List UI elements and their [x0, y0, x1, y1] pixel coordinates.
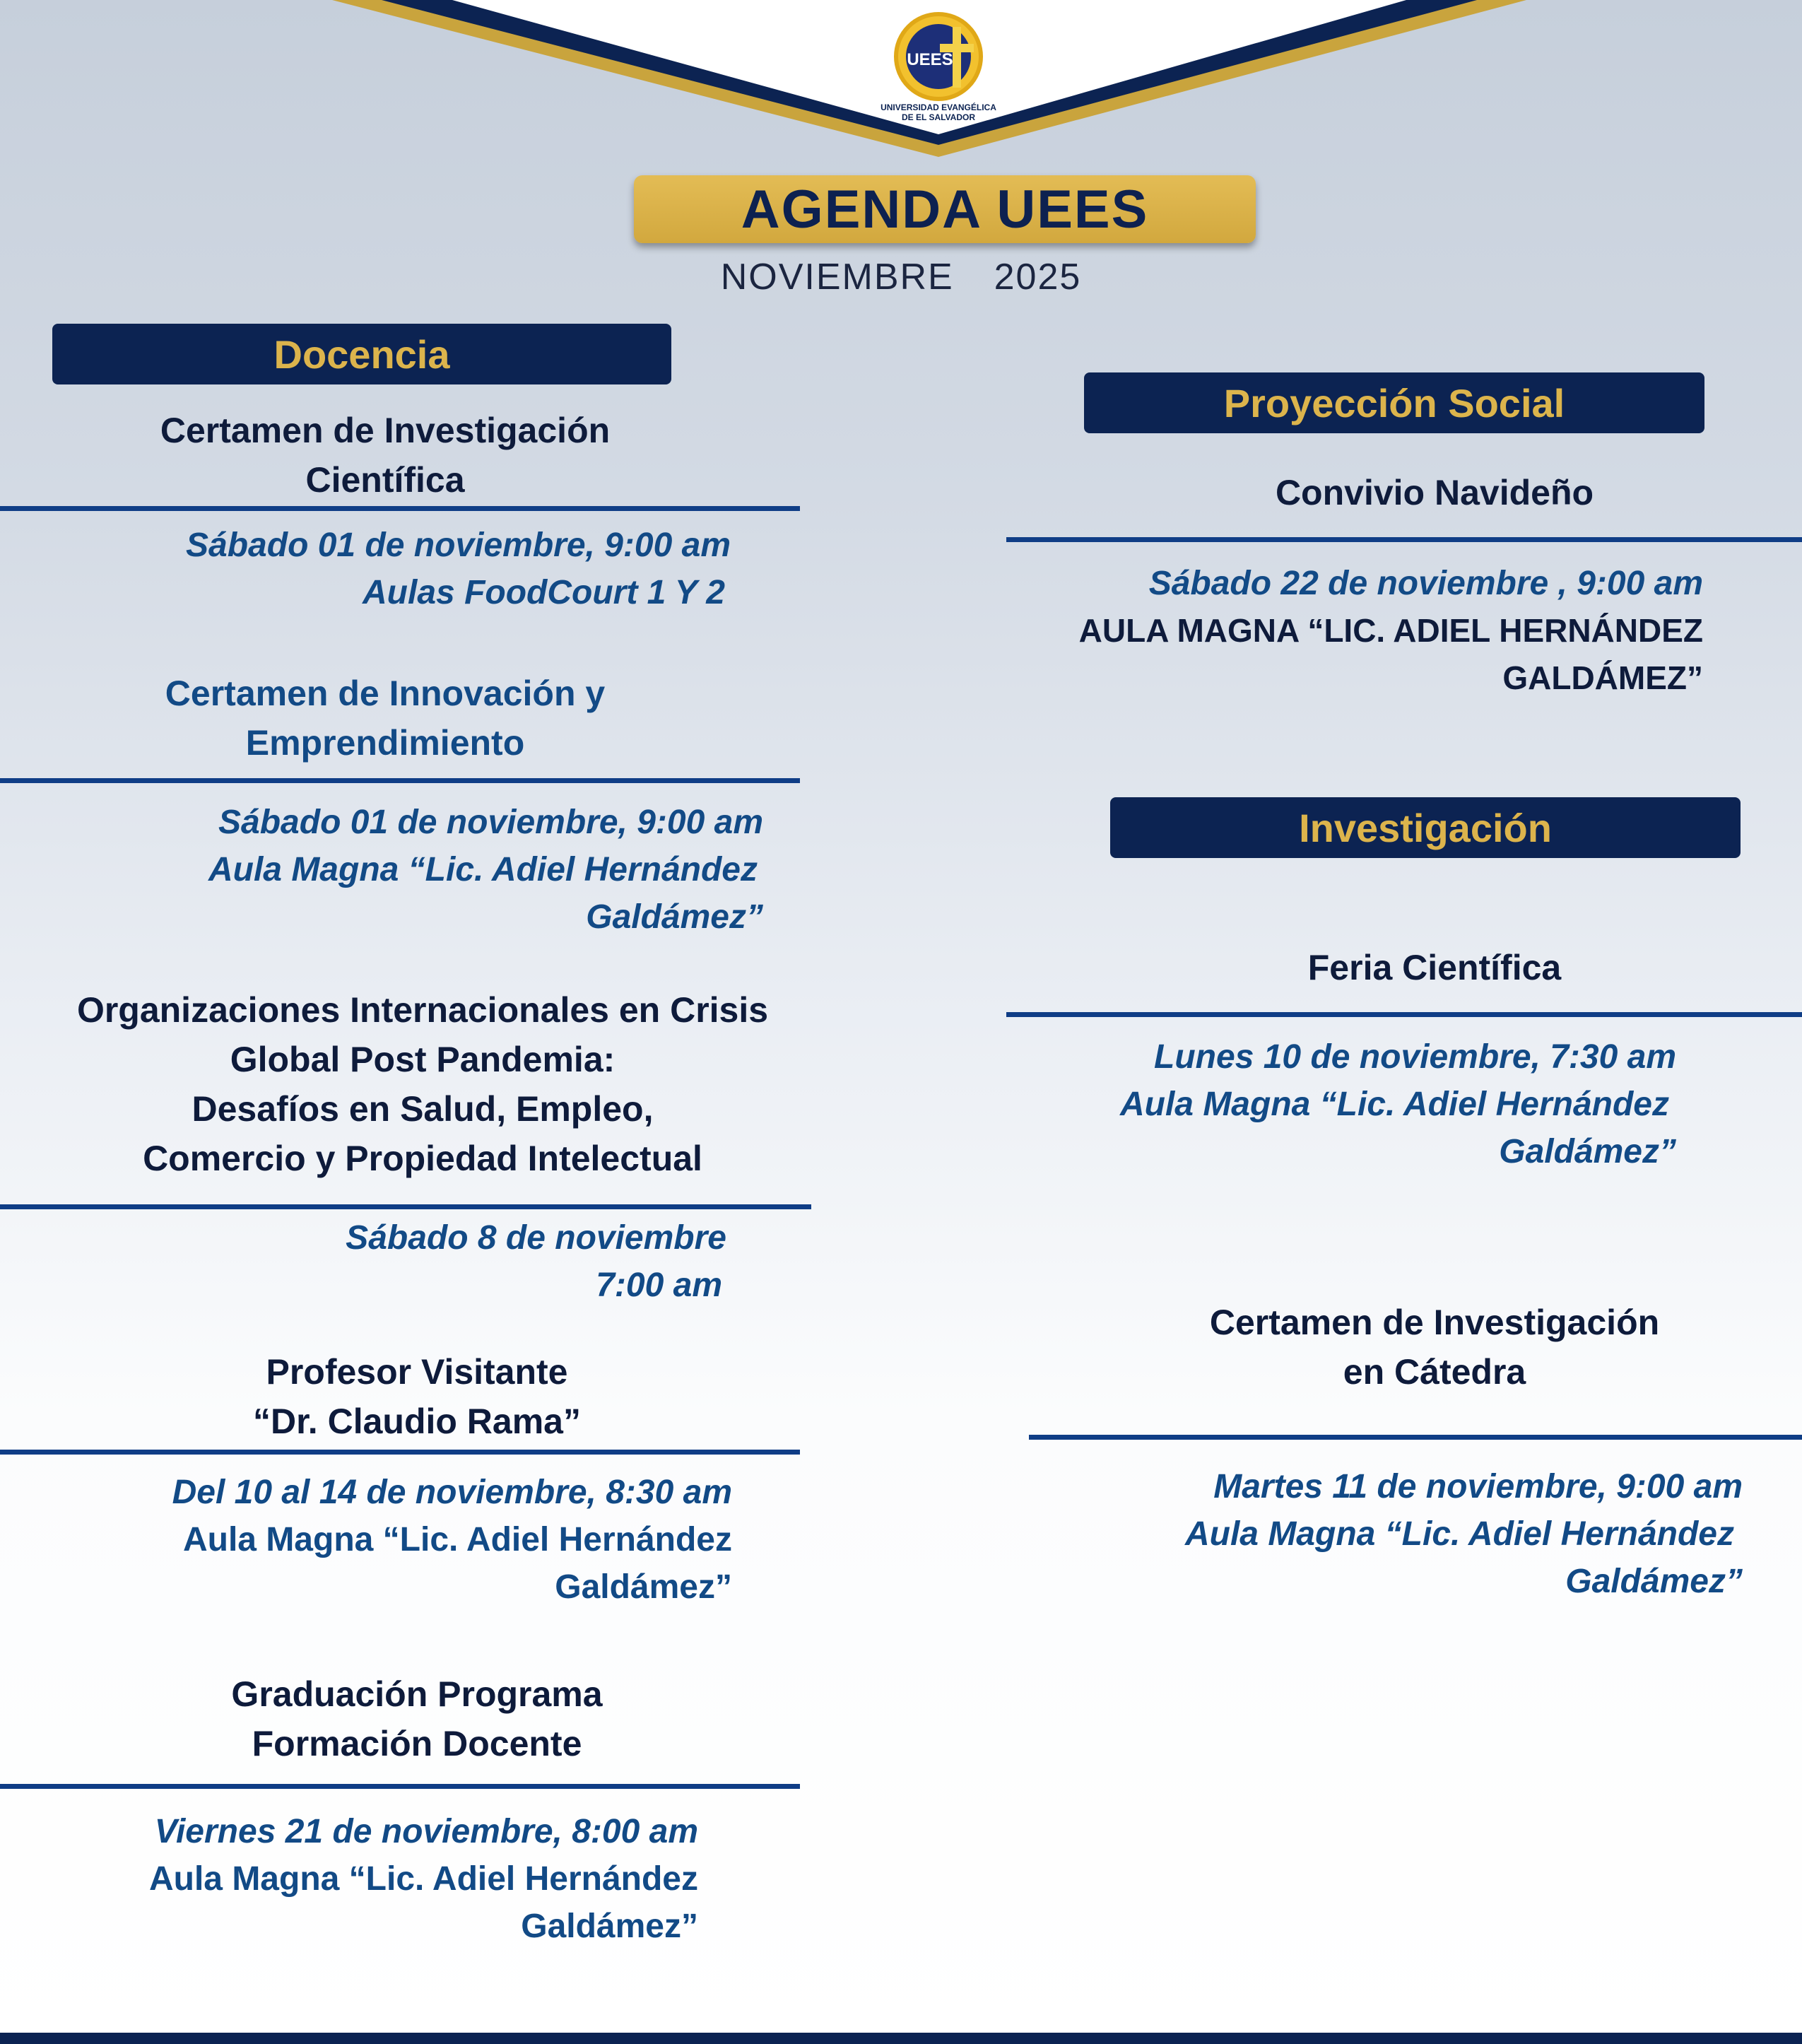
event-title-line: Formación Docente — [252, 1724, 582, 1763]
event-time: 7:00 am — [596, 1267, 722, 1304]
logo-monogram: UEES — [907, 50, 953, 69]
agenda-title-banner — [634, 175, 1256, 243]
event-date: Del 10 al 14 de noviembre, 8:30 am — [172, 1474, 732, 1511]
event-details — [895, 1463, 1743, 1605]
divider-line — [0, 1450, 800, 1455]
event-place: Aulas FoodCourt 1 Y 2 — [363, 574, 725, 611]
section-header-investigacion — [1110, 797, 1741, 858]
divider-line — [0, 1204, 811, 1209]
divider-line — [0, 1784, 800, 1789]
footer-bar — [0, 2033, 1802, 2044]
event-title — [0, 1669, 834, 1768]
event-date: Lunes 10 de noviembre, 7:30 am — [1154, 1038, 1676, 1076]
event-date: Viernes 21 de noviembre, 8:00 am — [154, 1813, 698, 1850]
event-title-line: Certamen de Investigación — [160, 411, 611, 450]
event-place: Galdámez” — [555, 1568, 732, 1606]
event-title — [0, 985, 845, 1183]
event-title-line: Feria Científica — [1307, 948, 1562, 987]
event-title-line: Desafíos en Salud, Empleo, — [192, 1089, 654, 1129]
event-title-line: Convivio Navideño — [1275, 473, 1594, 512]
event-details — [855, 560, 1703, 702]
event-place: Galdámez” — [1565, 1563, 1743, 1600]
event-title-line: Organizaciones Internacionales en Crisis — [76, 990, 769, 1030]
page-subtitle: NOVIEMBRE 2025 — [720, 257, 1082, 298]
event-title-line: Graduación Programa — [231, 1674, 603, 1714]
divider-line — [0, 778, 800, 783]
event-place: Aula Magna “Lic. Adiel Hernández — [182, 1521, 732, 1558]
event-title — [0, 669, 770, 768]
event-title-line: Certamen de Investigación — [1209, 1303, 1660, 1342]
event-title-line: Científica — [305, 460, 465, 500]
section-label: Docencia — [273, 331, 450, 377]
event-place: AULA MAGNA “LIC. ADIEL HERNÁNDEZ — [1078, 612, 1703, 649]
event-title-line: Global Post Pandemia: — [230, 1040, 616, 1079]
event-details — [0, 1469, 732, 1611]
event-place: Galdámez” — [521, 1908, 698, 1945]
event-place: Aula Magna “Lic. Adiel Hernández — [148, 1860, 698, 1898]
event-title-line: Certamen de Innovación y — [165, 674, 606, 713]
event-title-line: en Cátedra — [1343, 1352, 1526, 1392]
event-place: Aula Magna “Lic. Adiel Hernández — [1119, 1086, 1669, 1123]
event-place: Aula Magna “Lic. Adiel Hernández — [208, 851, 758, 888]
event-title — [0, 406, 770, 505]
divider-line — [1006, 1012, 1802, 1017]
page-title: AGENDA UEES — [741, 179, 1149, 240]
event-date: Sábado 01 de noviembre, 9:00 am — [186, 527, 731, 564]
event-place: GALDÁMEZ” — [1502, 659, 1703, 696]
section-header-docencia — [52, 324, 671, 384]
section-label: Proyección Social — [1223, 380, 1565, 425]
event-place: Aula Magna “Lic. Adiel Hernández — [1184, 1515, 1734, 1553]
event-details — [0, 1808, 698, 1950]
divider-line — [0, 506, 800, 511]
event-details — [14, 799, 763, 941]
cross-icon — [953, 27, 961, 88]
event-date: Sábado 22 de noviembre , 9:00 am — [1148, 565, 1703, 602]
section-label: Investigación — [1299, 805, 1552, 850]
event-date: Sábado 8 de noviembre — [346, 1219, 726, 1257]
divider-line — [1006, 537, 1802, 542]
header-chevron-graphic — [0, 0, 1802, 170]
logo-caption-1: UNIVERSIDAD EVANGÉLICA — [881, 102, 996, 112]
section-header-proyeccion-social — [1084, 372, 1704, 433]
event-title — [1081, 468, 1788, 517]
event-date: Martes 11 de noviembre, 9:00 am — [1213, 1468, 1743, 1505]
divider-line — [1029, 1435, 1802, 1440]
event-details — [24, 522, 731, 616]
event-details — [828, 1033, 1676, 1175]
event-details — [20, 1214, 726, 1309]
event-title — [1081, 943, 1788, 992]
event-title-line: Profesor Visitante — [266, 1352, 568, 1392]
logo-caption-2: DE EL SALVADOR — [901, 112, 976, 122]
event-date: Sábado 01 de noviembre, 9:00 am — [218, 804, 763, 841]
event-place: Galdámez” — [1499, 1133, 1676, 1170]
event-title — [1081, 1298, 1788, 1397]
event-title-line: Emprendimiento — [245, 723, 525, 763]
event-title — [0, 1347, 834, 1446]
event-title-line: Comercio y Propiedad Intelectual — [143, 1139, 702, 1178]
event-title-line: “Dr. Claudio Rama” — [253, 1402, 581, 1441]
event-place: Galdámez” — [586, 898, 763, 936]
